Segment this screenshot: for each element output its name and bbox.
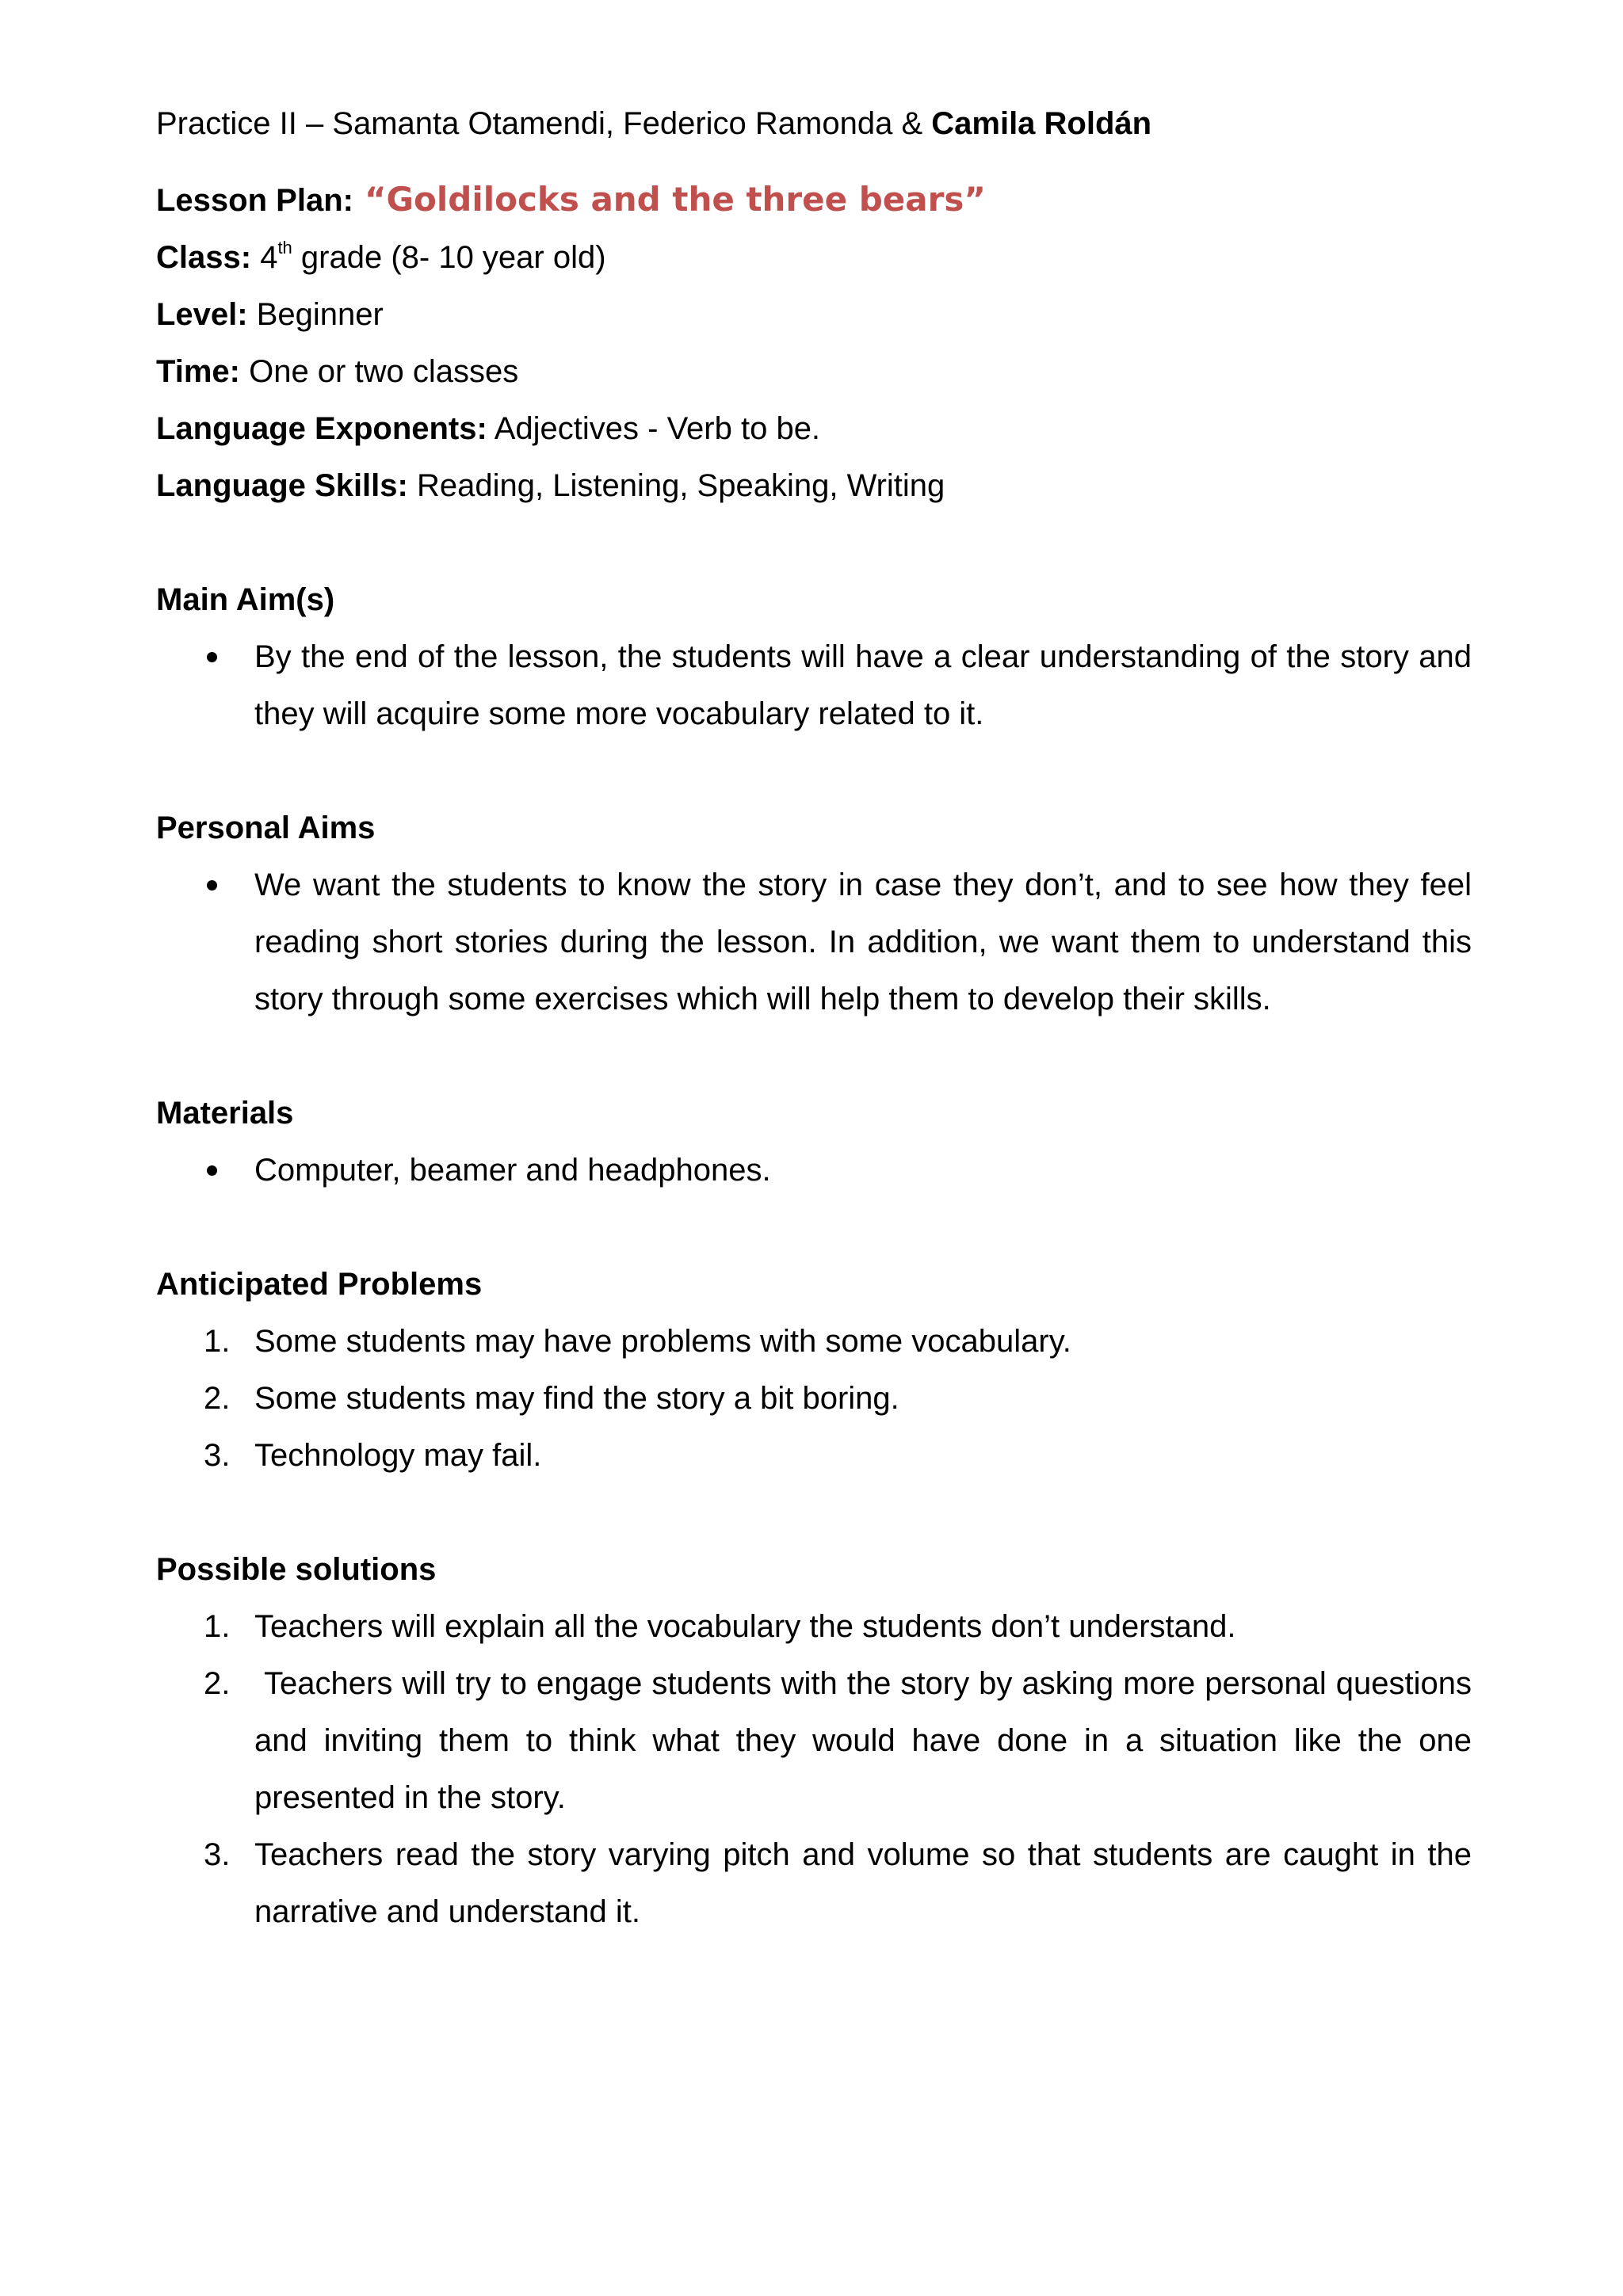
skills-line: [156, 457, 1472, 514]
spacer: [156, 514, 1472, 571]
materials-heading: Materials: [156, 1096, 294, 1131]
list-item: [156, 1598, 1472, 1655]
class-superscript: th: [277, 237, 292, 257]
main-aim-text: By the end of the lesson, the students will have a clear understanding of the story and they will acquire some more vocabulary related to it.: [254, 639, 1472, 731]
document-body: [156, 95, 1481, 1940]
main-aims-heading: Main Aim(s): [156, 582, 335, 617]
problems-heading: Anticipated Problems: [156, 1267, 483, 1302]
materials-list: [156, 1142, 1472, 1199]
time-value: One or two classes: [239, 354, 519, 389]
exponents-value: Adjectives - Verb to be.: [487, 411, 821, 446]
list-number: 1.: [204, 1324, 231, 1359]
solution-text: Teachers will explain all the vocabulary the students don’t understand.: [254, 1609, 1236, 1644]
authors-prefix: Practice II – Samanta Otamendi, Federico Ramonda &: [156, 106, 932, 141]
personal-aims-heading: Personal Aims: [156, 810, 376, 845]
main-aims-list: [156, 628, 1472, 742]
exponents-label: Language Exponents:: [156, 411, 487, 446]
spacer: [156, 742, 1472, 799]
level-value: Beginner: [247, 297, 384, 332]
authors-line: [156, 95, 1472, 152]
list-number: 2.: [204, 1381, 231, 1416]
spacer: [156, 1199, 1472, 1256]
list-item: [156, 1427, 1472, 1484]
skills-value: Reading, Listening, Speaking, Writing: [407, 468, 945, 503]
spacer: [156, 1028, 1472, 1085]
time-line: [156, 343, 1472, 400]
solution-text: Teachers will try to engage students with the story by asking more personal questions and inviting them to think what they would have done in a situation like the one presented in the story.: [254, 1666, 1481, 1815]
class-line: [156, 229, 1472, 286]
list-item: [156, 628, 1472, 742]
problem-text: Some students may find the story a bit boring.: [254, 1381, 899, 1416]
list-item: [156, 856, 1472, 1028]
list-number: 1.: [204, 1609, 231, 1644]
list-item: [156, 1142, 1472, 1199]
problem-text: Technology may fail.: [254, 1438, 542, 1473]
lesson-plan-label: Lesson Plan:: [156, 183, 353, 218]
list-number: 2.: [204, 1666, 231, 1701]
problem-text: Some students may have problems with some vocabulary.: [254, 1324, 1071, 1359]
level-label: Level:: [156, 297, 248, 332]
solution-text: Teachers read the story varying pitch and volume so that students are caught in the narrative and understand it.: [254, 1837, 1472, 1929]
list-item: [156, 1826, 1472, 1940]
list-number: 3.: [204, 1837, 231, 1872]
level-line: [156, 286, 1472, 343]
personal-aim-text: We want the students to know the story in case they don’t, and to see how they feel reading short stories during the lesson. In addition, we want them to understand this story through some exercises which will help them to develop their skills.: [254, 868, 1472, 1016]
lesson-plan-line: [156, 171, 1472, 229]
class-value: grade (8- 10 year old): [292, 240, 606, 275]
list-number: 3.: [204, 1438, 231, 1473]
lesson-plan-title: “Goldilocks and the three bears”: [364, 180, 986, 219]
class-number: 4: [260, 240, 278, 275]
materials-text: Computer, beamer and headphones.: [254, 1153, 771, 1188]
solutions-list: [156, 1598, 1481, 1940]
authors-bold-name: Camila Roldán: [931, 106, 1152, 141]
exponents-line: [156, 400, 1472, 457]
list-item: [156, 1655, 1481, 1826]
list-item: [156, 1313, 1472, 1370]
class-label: Class:: [156, 240, 252, 275]
solutions-heading: Possible solutions: [156, 1552, 437, 1587]
list-item: [156, 1370, 1472, 1427]
skills-label: Language Skills:: [156, 468, 408, 503]
time-label: Time:: [156, 354, 240, 389]
problems-list: [156, 1313, 1472, 1484]
personal-aims-list: [156, 856, 1472, 1028]
spacer: [156, 1484, 1472, 1541]
